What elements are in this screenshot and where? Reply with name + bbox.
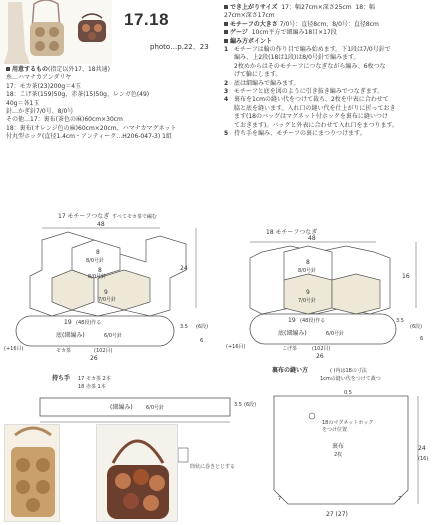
motif-number: 8 bbox=[98, 267, 102, 274]
dim-35: 3.5 bbox=[180, 324, 188, 330]
step-line: 脇と底を縫います。入れ口の縫い代を仕上がりに折っておき bbox=[234, 104, 396, 112]
bag-17-photo bbox=[5, 425, 60, 522]
base-label: 底(細編み) bbox=[278, 330, 307, 337]
motif-hook-7: 7/0号針 bbox=[98, 297, 117, 303]
lining-count: 2枚 bbox=[334, 452, 343, 458]
lining-title: 裏布の縫い方 bbox=[272, 367, 309, 374]
step-line: モチーフは輪の作り目で編み始めます。下1段は7/0号針で bbox=[234, 46, 391, 54]
base-row-note: (48段)作る bbox=[76, 320, 102, 326]
step-body bbox=[234, 80, 300, 88]
bullet-square-icon bbox=[224, 5, 228, 9]
step-number: 4 bbox=[224, 96, 229, 104]
step-number: 5 bbox=[224, 130, 229, 138]
instruction-step bbox=[224, 46, 434, 80]
dim-height: 16 bbox=[402, 273, 410, 280]
motif-number-9: 9 bbox=[306, 289, 310, 296]
product-photo-thumbnail bbox=[0, 0, 112, 64]
diagram-17-title: 17 モチーフつなぎ bbox=[58, 213, 110, 220]
motif-number-9: 9 bbox=[104, 289, 108, 296]
step-line: 編み、上2段(18は1段)は8/0号針で編みます。 bbox=[234, 54, 360, 62]
materials-line: 針…かぎ針7/0号、8/0号 bbox=[6, 108, 74, 116]
instruction-step bbox=[224, 80, 434, 88]
motif-number: 8 bbox=[96, 249, 100, 256]
magnet-note-2: をつけ位置 bbox=[322, 427, 348, 433]
step-line: ます(18のバッグはマグネット付ホックを裏布に縫いつけ bbox=[234, 113, 388, 121]
handle-fold-note: 筒状に巻きとじする bbox=[190, 464, 236, 470]
instruction-steps bbox=[224, 46, 434, 138]
motif-hexagon bbox=[332, 274, 380, 314]
materials-line: 40g＝各1玉 bbox=[6, 99, 40, 107]
materials-line: その他…17：裏布(茶色の麻)60cm×30cm bbox=[6, 116, 123, 124]
step-body bbox=[234, 46, 391, 80]
photo-reference: photo…p.22、23 bbox=[150, 43, 209, 51]
specs-section bbox=[224, 4, 434, 139]
size-spec-cont: 27cm×深さ17cm bbox=[224, 12, 275, 20]
handle-spec-18: 18 赤茶 1本 bbox=[78, 384, 106, 390]
size-spec: でき上がりサイズ 17：幅27cm×深さ25cm 18：幅 bbox=[224, 4, 434, 12]
handle-title: 持ち手 bbox=[52, 375, 71, 382]
dim-width-bottom: 26 bbox=[90, 355, 98, 360]
step-line: モチーフと底を図のように引き抜き編みでつなぎます。 bbox=[234, 88, 384, 96]
materials-line: 18：裏布(オレンジ色の麻)60cm×20cm、ハマナカマグネット bbox=[6, 124, 177, 132]
color-mocha: モカ茶 bbox=[56, 348, 72, 354]
handle-depth-rows: (6段) bbox=[244, 402, 257, 408]
bag-18-photo bbox=[97, 425, 178, 522]
diagram-18-title: 18 モチーフつなぎ bbox=[266, 229, 318, 236]
lining-dim-top: 0.5 bbox=[344, 390, 352, 396]
diagram-18-motif-assembly bbox=[220, 228, 436, 360]
handle-strip bbox=[40, 398, 230, 416]
step-line: げて輪にします。 bbox=[234, 71, 282, 79]
dim-rows: (6段) bbox=[196, 324, 209, 330]
dim-height: 24 bbox=[180, 265, 188, 272]
handle-spec-17: 17 モカ茶 2本 bbox=[78, 376, 111, 382]
step-body bbox=[234, 130, 366, 138]
step-body bbox=[234, 96, 398, 130]
color-kogecha: こげ茶 bbox=[282, 346, 298, 352]
base-hook: 6/0号針 bbox=[326, 331, 345, 337]
materials-line: 付丸型ホック(直径1.4cm・アンティーク…H206-047-3) 1組 bbox=[6, 133, 172, 141]
magnet-position-icon bbox=[309, 413, 315, 419]
lining-note-2: 1cmの縫い代をつけて裁つ bbox=[320, 376, 381, 382]
step-line: 底は細編みで編みます。 bbox=[234, 79, 300, 87]
step-line: 持ち手を編み、モチーフの裏にまつりつけます。 bbox=[234, 130, 366, 138]
bag-photo-17 bbox=[4, 424, 60, 522]
step-number: 2 bbox=[224, 79, 229, 87]
dim-width-top: 48 bbox=[97, 221, 105, 228]
handle-fold-icon bbox=[178, 448, 188, 462]
handle-hook: 6/0号針 bbox=[146, 405, 165, 411]
motif-hook-8: 8/0号針 bbox=[88, 274, 107, 280]
diagram-17-motif-assembly bbox=[0, 212, 216, 360]
bullet-square-icon bbox=[224, 30, 228, 34]
base-label: 底(細編み) bbox=[56, 332, 85, 339]
bullet-square-icon bbox=[224, 39, 228, 43]
step-line: 裏布を1cmの縫い代をつけて裁ち、2枚を中表に合わせて bbox=[234, 96, 389, 104]
lining-corner: 7 bbox=[278, 496, 282, 502]
dim-6: 6 bbox=[200, 338, 204, 344]
dim-rows: (6段) bbox=[410, 324, 423, 330]
pattern-number: 17.18 bbox=[124, 10, 170, 29]
motif-hook-7: 7/0号針 bbox=[298, 298, 317, 304]
bag-photo-18 bbox=[96, 424, 178, 522]
dim-35: 3.5 bbox=[396, 318, 404, 324]
dim-width-bottom: 26 bbox=[316, 353, 324, 360]
materials-yarn: 糸…ハマナカアンダリヤ bbox=[6, 74, 72, 82]
motif-hook-8: 8/0号針 bbox=[86, 258, 105, 264]
gauge-spec: ゲージ 10cm平方で細編み18目×17段 bbox=[224, 29, 434, 37]
base-minus16: (+16目) bbox=[4, 346, 24, 352]
dim-width-top: 48 bbox=[308, 235, 316, 242]
diagram-17-subtitle: すべてモカ茶で編む bbox=[112, 214, 157, 220]
base-stitch-note: (102目) bbox=[312, 346, 331, 352]
lining-outline bbox=[274, 396, 408, 504]
base-stitch-note: (102目) bbox=[94, 348, 113, 354]
magnet-note-1: 18のマグネットホック bbox=[322, 420, 374, 426]
bullet-square-icon bbox=[224, 22, 228, 26]
motif-size-spec: モチーフの大きさ 7/0号：直径8cm、8/0号：直径8cm bbox=[224, 21, 434, 29]
bag-photo-thumbnail bbox=[0, 0, 112, 64]
instructions-heading: 編み方ポイント bbox=[224, 38, 434, 46]
step-number: 1 bbox=[224, 46, 229, 54]
lining-width: 27 (27) bbox=[326, 511, 348, 518]
handle-stitch: (細編み) bbox=[110, 404, 133, 411]
step-line: ておきます)。バッグと外表に合わせて入れ口をまつります。 bbox=[234, 121, 398, 129]
motif-number: 8 bbox=[306, 259, 310, 266]
base-row-note: (48段)作る bbox=[300, 318, 326, 324]
instruction-step bbox=[224, 130, 434, 138]
materials-section bbox=[6, 66, 216, 142]
materials-line: 18：こげ茶(159)50g、赤茶(15)50g、レンガ色(49) bbox=[6, 91, 150, 99]
base-minus16: (+16目) bbox=[226, 344, 246, 350]
handle-fold-diagram bbox=[176, 446, 260, 476]
bullet-square-icon bbox=[6, 67, 10, 71]
lining-label: 裏布 bbox=[332, 443, 345, 450]
lining-note-1: ( )内は18の寸法 bbox=[330, 368, 367, 374]
base-number: 19 bbox=[64, 319, 72, 326]
lining-height-18: (16) bbox=[418, 456, 429, 462]
lining-height: 24 bbox=[418, 445, 426, 452]
materials-line: 17：モカ茶(23)200g＝4玉 bbox=[6, 82, 82, 90]
motif-hook-8: 8/0号針 bbox=[298, 268, 317, 274]
lining-corner: 7 bbox=[398, 496, 402, 502]
base-hook: 6/0号針 bbox=[104, 333, 123, 339]
instruction-step bbox=[224, 96, 434, 130]
dim-6: 6 bbox=[420, 336, 424, 342]
materials-heading: 用意するもの(指定以外17、18共通) bbox=[6, 66, 216, 74]
handle-depth: 3.5 bbox=[234, 402, 242, 408]
lining-diagram bbox=[262, 364, 434, 522]
base-number: 19 bbox=[288, 317, 296, 324]
step-number: 3 bbox=[224, 88, 229, 96]
step-line: 2枚めからはそのモチーフにつなぎながら編み、6枚つな bbox=[234, 62, 386, 70]
